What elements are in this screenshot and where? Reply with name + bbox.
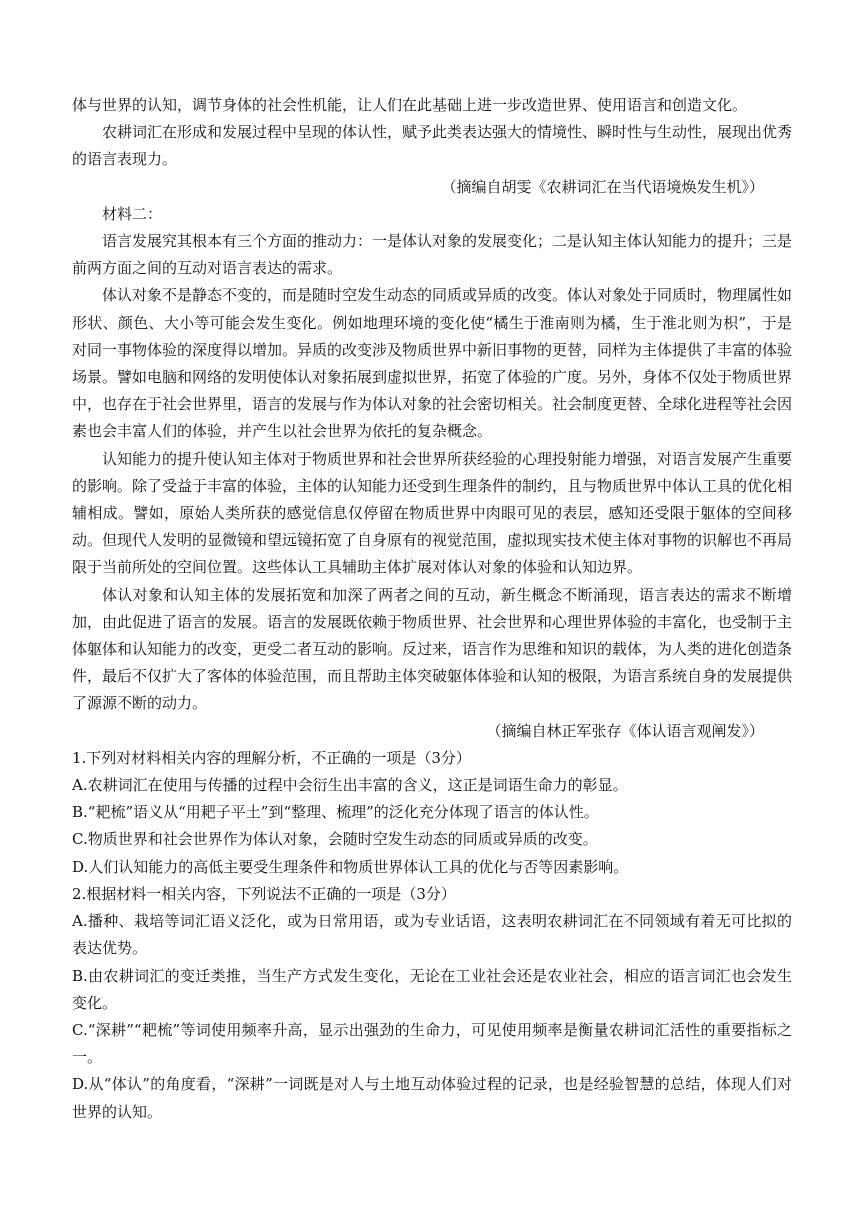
source-citation: （摘编自林正军张存《体认语言观阐发》） bbox=[486, 721, 764, 740]
passage-paragraph: 语言发展究其根本有三个方面的推动力：一是体认对象的发展变化；二是认知主体认知能力的提升；三是前两方面之间的互动对语言表达的需求。 bbox=[72, 232, 793, 278]
option-d: D.从“体认”的角度看，“深耕”一词既是对人与土地互动体验过程的记录，也是经验智慧的总结，体现人们对世界的认知。 bbox=[72, 1075, 792, 1121]
option-b: B.由农耕词汇的变迁类推，当生产方式发生变化，无论在工业社会还是农业社会，相应的语言词汇也会发生变化。 bbox=[72, 966, 792, 1012]
option-a: A.农耕词汇在使用与传播的过程中会衍生出丰富的含义，这正是词语生命力的彰显。 bbox=[72, 776, 628, 795]
question-stem: 2.根据材料一相关内容，下列说法不正确的一项是（3分） bbox=[72, 884, 456, 903]
passage-paragraph: 体与世界的认知，调节身体的社会性机能，让人们在此基础上进一步改造世界、使用语言和创造文化。 bbox=[72, 96, 748, 114]
passage-paragraph: 体认对象不是静态不变的，而是随时空发生动态的同质或异质的改变。体认对象处于同质时，物理属性如形状、颜色、大小等可能会发生变化。例如地理环境的变化使“橘生于淮南则为橘，生于淮北则为枳”，于是对同一事物体验的深度得以增加。异质的改变涉及物质世界中新旧事物的更替，同样为主体提供了丰富的体验场景。譬如电脑和网络的发明使体认对象拓展到虚拟世界，拓宽了体验的广度。另外，身体不仅处于物质世界中，也存在于社会世界里，语言的发展与作为体认对象的社会密切相关。社会制度更替、全球化进程等社会因素也会丰富人们的体验，并产生以社会世界为依托的复杂概念。 bbox=[72, 286, 793, 441]
exam-page bbox=[72, 92, 792, 1126]
option-d: D.人们认知能力的高低主要受生理条件和物质世界体认工具的优化与否等因素影响。 bbox=[72, 857, 629, 876]
question-1 bbox=[72, 745, 792, 881]
passage-paragraph: 认知能力的提升使认知主体对于物质世界和社会世界所获经验的心理投射能力增强，对语言发展产生重要的影响。除了受益于丰富的体验，主体的认知能力还受到生理条件的制约，且与物质世界中体认工具的优化相辅相成。譬如，原始人类所获的感觉信息仅停留在物质世界中肉眼可见的表层，感知还受限于躯体的空间移动。但现代人发明的显微镜和望远镜拓宽了自身原有的视觉范围，虚拟现实技术使主体对事物的识解也不再局限于当前所处的空间位置。这些体认工具辅助主体扩展对体认对象的体验和认知边界。 bbox=[72, 449, 793, 577]
material-heading: 材料二： bbox=[102, 204, 163, 223]
option-c: C.物质世界和社会世界作为体认对象，会随时空发生动态的同质或异质的改变。 bbox=[72, 830, 598, 849]
option-a: A.播种、栽培等词汇语义泛化，或为日常用语，或为专业话语，这表明农耕词汇在不同领域有着无可比拟的表达优势。 bbox=[72, 912, 792, 958]
option-c: C.“深耕”“耙梳”等词使用频率升高，显示出强劲的生命力，可见使用频率是衡量农耕词汇活性的重要指标之一。 bbox=[72, 1020, 792, 1067]
passage-paragraph: 农耕词汇在形成和发展过程中呈现的体认性，赋予此类表达强大的情境性、瞬时性与生动性，展现出优秀的语言表现力。 bbox=[72, 123, 793, 169]
passage-paragraph: 体认对象和认知主体的发展拓宽和加深了两者之间的互动，新生概念不断涌现，语言表达的需求不断增加，由此促进了语言的发展。语言的发展既依赖于物质世界、社会世界和心理世界体验的丰富化，也受制于主体躯体和认知能力的改变，更受二者互动的影响。反过来，语言作为思维和知识的载体，为人类的进化创造条件，最后不仅扩大了客体的体验范围，而且帮助主体突破躯体体验和认知的极限，为语言系统自身的发展提供了源源不断的动力。 bbox=[72, 585, 793, 713]
source-citation: （摘编自胡雯《农耕词汇在当代语境焕发生机》） bbox=[441, 177, 764, 196]
question-stem: 1.下列对材料相关内容的理解分析，不正确的一项是（3分） bbox=[72, 748, 471, 767]
option-b: B.“耙梳”语义从“用耙子平土”到“整理、梳理”的泛化充分体现了语言的体认性。 bbox=[72, 803, 599, 822]
question-2 bbox=[72, 881, 792, 1126]
